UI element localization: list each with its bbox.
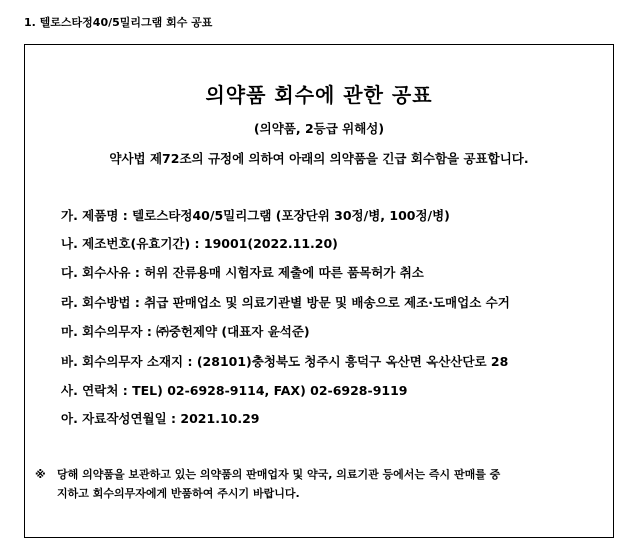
item-value: 텔로스타정40/5밀리그램 (포장단위 30정/병, 100정/병) [132,208,450,223]
recall-notice-box [24,44,614,538]
note-line-1: 당해 의약품을 보관하고 있는 의약품의 판매업자 및 약국, 의료기관 등에서는 즉시 판매를 중 [57,468,501,481]
item-value: (28101)충청북도 청주시 흥덕구 옥산면 옥산산단로 28 [196,354,509,369]
notice-intro: 약사법 제72조의 규정에 의하여 아래의 의약품을 긴급 회수함을 공표합니다. [109,151,529,166]
note-line-2: 지하고 회수의무자에게 반품하여 주시기 바랍니다. [57,487,300,500]
item-label: 아. 자료작성연월일 : [61,411,181,426]
item-value: TEL) 02-6928-9114, FAX) 02-6928-9119 [132,383,408,398]
item-product-name [61,206,450,224]
item-address [61,352,508,370]
item-contact [61,381,408,399]
item-responsible-party [61,322,310,340]
item-value: 취급 판매업소 및 의료기관별 방문 및 배송으로 제조·도매업소 수거 [144,295,510,310]
document-heading: 1. 텔로스타정40/5밀리그램 회수 공표 [24,16,213,29]
item-label: 바. 회수의무자 소재지 : [61,354,197,369]
item-value: 2021.10.29 [180,411,260,426]
item-label: 다. 회수사유 : [61,265,145,280]
item-value: 허위 잔류용매 시험자료 제출에 따른 품목허가 취소 [144,265,424,280]
item-label: 가. 제품명 : [61,208,133,223]
item-label: 마. 회수의무자 : [61,324,157,339]
item-label: 라. 회수방법 : [61,295,145,310]
item-value: 19001(2022.11.20) [203,236,338,251]
item-value: ㈜중헌제약 (대표자 윤석준) [156,324,310,339]
item-label: 사. 연락처 : [61,383,133,398]
item-lot-number [61,234,338,252]
item-recall-reason [61,263,424,281]
note-mark: ※ [35,468,46,481]
item-recall-method [61,293,510,311]
item-date [61,409,259,427]
notice-subtitle: (의약품, 2등급 위해성) [253,121,385,136]
item-label: 나. 제조번호(유효기간) : [61,236,204,251]
notice-title: 의약품 회수에 관한 공표 [205,83,433,107]
